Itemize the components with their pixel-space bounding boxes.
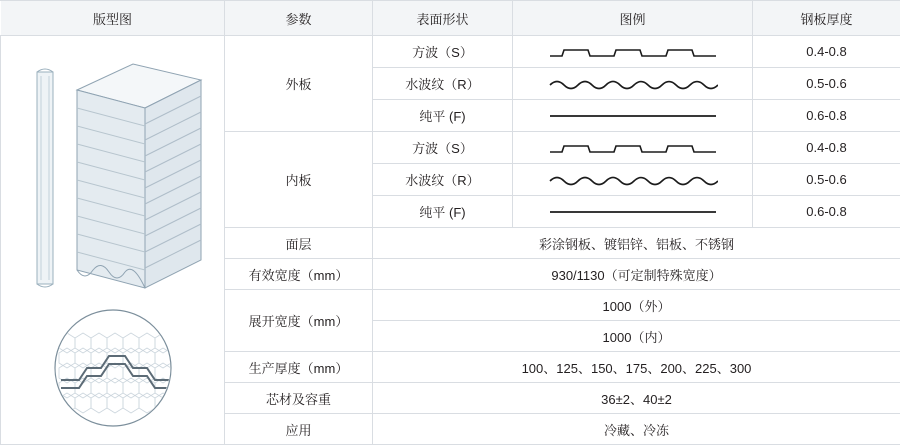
detail-value-developed-width-outer: 1000（外）: [373, 290, 900, 321]
figure-wave-square: [513, 36, 753, 68]
thickness-value: 0.6-0.8: [753, 100, 900, 132]
thickness-value: 0.5-0.6: [753, 164, 900, 196]
figure-wave-ripple: [513, 164, 753, 196]
panel-profile-diagram: [1, 36, 225, 445]
detail-label-production-thickness: 生产厚度（mm）: [225, 352, 373, 383]
shape-label: 纯平 (F): [373, 100, 513, 132]
figure-wave-ripple: [513, 68, 753, 100]
column-header-figure: 图例: [513, 1, 753, 36]
figure-wave-flat: [513, 100, 753, 132]
table-row: [1, 36, 900, 68]
detail-label-application: 应用: [225, 414, 373, 445]
detail-label-core-density: 芯材及容重: [225, 383, 373, 414]
column-header-profile: 版型图: [1, 1, 225, 36]
column-header-surface-shape: 表面形状: [373, 1, 513, 36]
detail-value-core-density: 36±2、40±2: [373, 383, 900, 414]
shape-label: 方波（S）: [373, 36, 513, 68]
detail-value-application: 冷藏、冷冻: [373, 414, 900, 445]
profile-illustration: [1, 38, 225, 442]
shape-label: 水波纹（R）: [373, 164, 513, 196]
side-edge-view: [37, 69, 53, 287]
thickness-value: 0.4-0.8: [753, 36, 900, 68]
shape-label: 纯平 (F): [373, 196, 513, 228]
detail-label-surface-material: 面层: [225, 228, 373, 259]
figure-wave-square: [513, 132, 753, 164]
shape-label: 水波纹（R）: [373, 68, 513, 100]
column-header-steel-thickness: 钢板厚度: [753, 1, 900, 36]
thickness-value: 0.4-0.8: [753, 132, 900, 164]
panel-3d-body: [77, 64, 201, 288]
group-label-outer-panel: 外板: [225, 36, 373, 132]
detail-label-effective-width: 有效宽度（mm）: [225, 259, 373, 290]
group-label-inner-panel: 内板: [225, 132, 373, 228]
column-header-parameter: 参数: [225, 1, 373, 36]
detail-value-production-thickness: 100、125、150、175、200、225、300: [373, 352, 900, 383]
detail-label-developed-width: 展开宽度（mm）: [225, 290, 373, 352]
thickness-value: 0.6-0.8: [753, 196, 900, 228]
profile-svg: [1, 38, 225, 442]
figure-wave-flat: [513, 196, 753, 228]
shape-label: 方波（S）: [373, 132, 513, 164]
detail-value-effective-width: 930/1130（可定制特殊宽度）: [373, 259, 900, 290]
detail-value-surface-material: 彩涂钢板、镀铝锌、铝板、不锈钢: [373, 228, 900, 259]
table-header-row: [1, 1, 900, 36]
detail-value-developed-width-inner: 1000（内）: [373, 321, 900, 352]
honeycomb-core-detail: [55, 310, 171, 426]
thickness-value: 0.5-0.6: [753, 68, 900, 100]
